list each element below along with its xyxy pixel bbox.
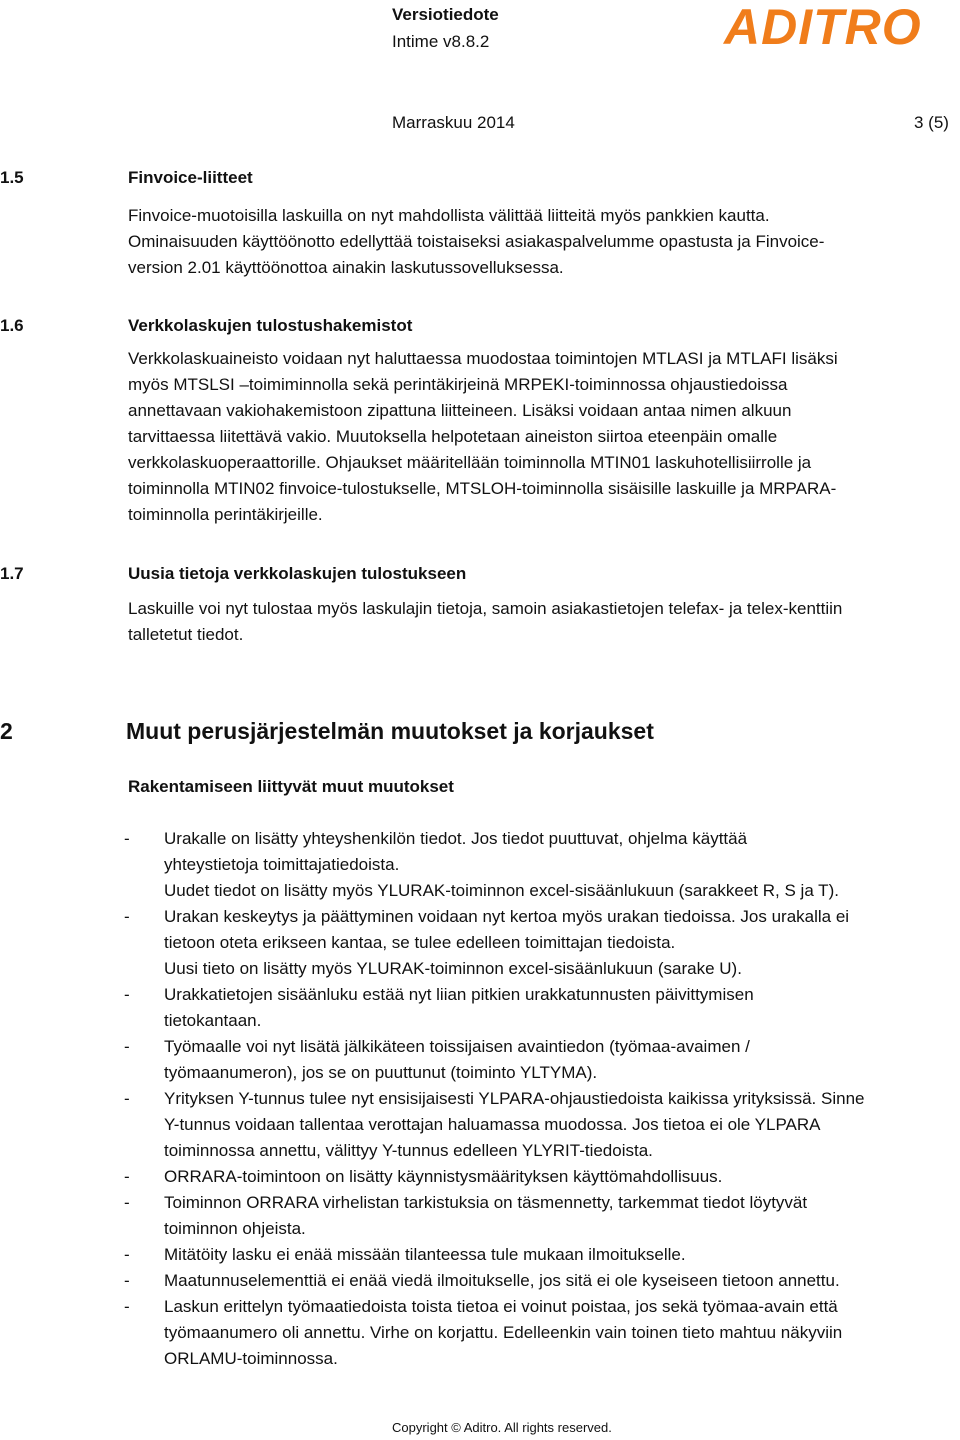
section-1-5-number: 1.5 bbox=[0, 168, 24, 187]
version-label: Intime v8.8.2 bbox=[392, 32, 490, 51]
footer-copyright: Copyright © Aditro. All rights reserved. bbox=[392, 1420, 612, 1435]
logo-text: ADITRO bbox=[724, 0, 922, 48]
document-title: Versiotiedote bbox=[392, 5, 499, 24]
section-1-6-body bbox=[128, 346, 958, 528]
section-1-5-body bbox=[128, 203, 958, 281]
body-line: toiminnolla MTIN02 finvoice-tulostukselle, MTSLOH-toiminnolla sisäisille laskuille ja MRPARA- bbox=[128, 479, 837, 498]
body-line: myös MTSLSI –toimiminnolla sekä perintäkirjeinä MRPEKI-toiminnossa ohjaustiedoissa bbox=[128, 375, 788, 394]
change-list bbox=[124, 826, 958, 1372]
list-item: - Toiminnon ORRARA virhelistan tarkistuksia on täsmennetty, tarkemmat tiedot löytyvät toiminnon ohjeista. bbox=[124, 1193, 808, 1238]
body-line: Finvoice-muotoisilla laskuilla on nyt mahdollista välittää liitteitä myös pankkien kautta. bbox=[128, 206, 770, 225]
section-1-6-number: 1.6 bbox=[0, 316, 24, 335]
body-line: version 2.01 käyttöönottoa ainakin laskutussovelluksessa. bbox=[128, 258, 564, 277]
list-item: - Laskun erittelyn työmaatiedoista toista tietoa ei voinut poistaa, jos sekä työmaa-avain että työmaanumero oli annettu. Virhe on korjattu. Edelleenkin vain toinen tieto mahtuu näkyviin ORLAMU-toiminnossa. bbox=[124, 1297, 843, 1368]
page-number: 3 (5) bbox=[914, 113, 949, 132]
section-2-subheading: Rakentamiseen liittyvät muut muutokset bbox=[128, 777, 454, 796]
list-item: - Mitätöity lasku ei enää missään tilanteessa tule mukaan ilmoitukselle. bbox=[124, 1245, 686, 1264]
body-line: toiminnolla perintäkirjeille. bbox=[128, 505, 323, 524]
section-1-7-body bbox=[128, 596, 958, 648]
list-item: - Urakalle on lisätty yhteyshenkilön tiedot. Jos tiedot puuttuvat, ohjelma käyttää yhteystietoja toimittajatiedoista. Uudet tiedot on lisätty myös YLURAK-toiminnon excel-sisäänlukuun (sarakkeet R, S ja T). bbox=[124, 829, 839, 900]
section-2-title: Muut perusjärjestelmän muutokset ja korjaukset bbox=[126, 718, 654, 744]
list-item: - ORRARA-toimintoon on lisätty käynnistysmäärityksen käyttömahdollisuus. bbox=[124, 1167, 723, 1186]
section-2-number: 2 bbox=[0, 718, 13, 744]
list-item: - Työmaalle voi nyt lisätä jälkikäteen toissijaisen avaintiedon (työmaa-avaimen / työmaanumeron), jos se on puuttunut (toiminto YLTYMA). bbox=[124, 1037, 750, 1082]
body-line: Verkkolaskuaineisto voidaan nyt haluttaessa muodostaa toimintojen MTLASI ja MTLAFI lisäksi bbox=[128, 349, 838, 368]
list-item: - Maatunnuselementtiä ei enää viedä ilmoitukselle, jos sitä ei ole kyseiseen tietoon annettu. bbox=[124, 1271, 840, 1290]
section-1-7-number: 1.7 bbox=[0, 564, 24, 583]
body-line: talletetut tiedot. bbox=[128, 625, 244, 644]
document-date: Marraskuu 2014 bbox=[392, 113, 515, 132]
aditro-logo bbox=[722, 0, 944, 48]
body-line: Laskuille voi nyt tulostaa myös laskulajin tietoja, samoin asiakastietojen telefax- ja telex-kenttiin bbox=[128, 599, 843, 618]
body-line: Ominaisuuden käyttöönotto edellyttää toistaiseksi asiakaspalvelumme opastusta ja Finvoice- bbox=[128, 232, 825, 251]
body-line: annettavaan vakiohakemistoon zipattuna liitteineen. Lisäksi voidaan antaa nimen alkuun bbox=[128, 401, 792, 420]
section-1-7-title: Uusia tietoja verkkolaskujen tulostukseen bbox=[128, 564, 467, 583]
body-line: tarvittaessa liitettävä vakio. Muutoksella helpotetaan aineiston siirtoa eteenpäin omalle bbox=[128, 427, 778, 446]
list-item: - Urakan keskeytys ja päättyminen voidaan nyt kertoa myös urakan tiedoissa. Jos urakalla ei tietoon oteta erikseen kantaa, se tulee edelleen toimittajan tiedoista. Uusi tieto on lisätty myös YLURAK-toiminnon excel-sisäänlukuun (sarake U). bbox=[124, 907, 850, 978]
list-item: - Yrityksen Y-tunnus tulee nyt ensisijaisesti YLPARA-ohjaustiedoista kaikissa yrityksissä. Sinne Y-tunnus voidaan tallentaa verottajan haluamassa muodossa. Jos tietoa ei ole YLPARA toiminnossa annettu, välittyy Y-tunnus edelleen YLYRIT-tiedoista. bbox=[124, 1089, 865, 1160]
body-line: verkkolaskuoperaattorille. Ohjaukset määritellään toiminnolla MTIN01 laskuhotellisiirrolle ja bbox=[128, 453, 812, 472]
section-1-6-title: Verkkolaskujen tulostushakemistot bbox=[128, 316, 413, 335]
section-1-5-title: Finvoice-liitteet bbox=[128, 168, 253, 187]
list-item: - Urakkatietojen sisäänluku estää nyt liian pitkien urakkatunnusten päivittymisen tietokantaan. bbox=[124, 985, 754, 1030]
